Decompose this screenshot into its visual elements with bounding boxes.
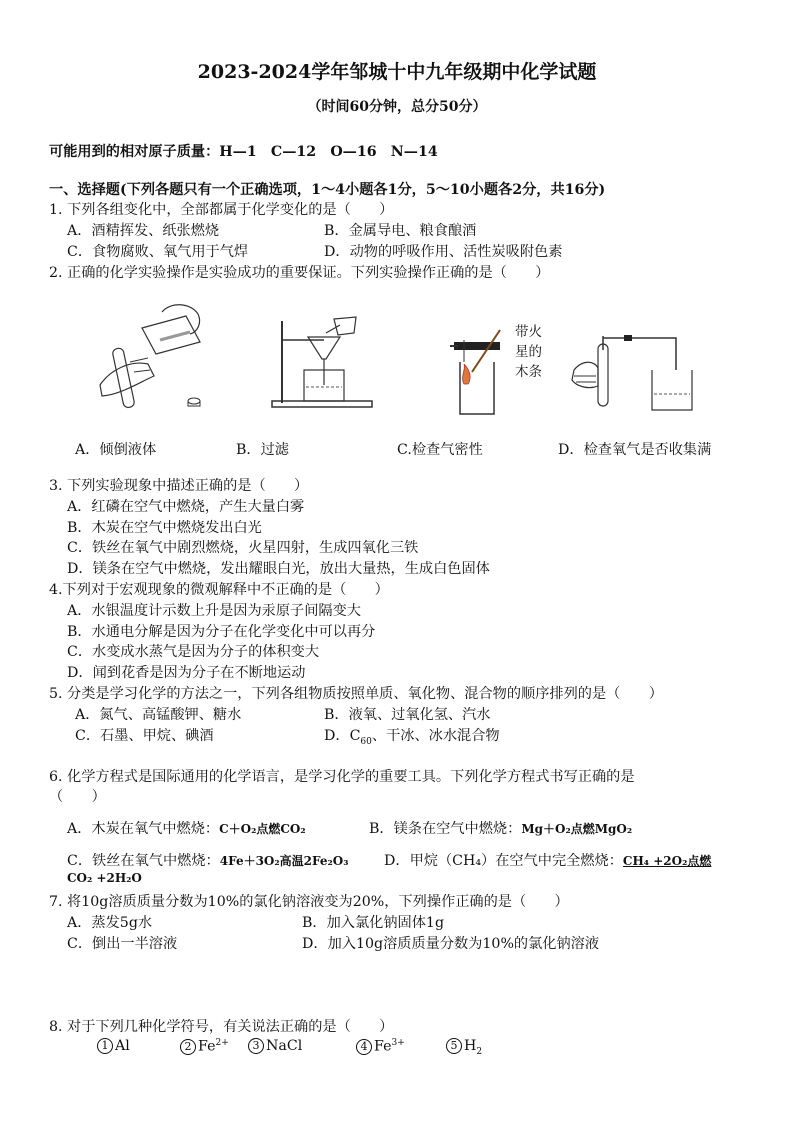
section-heading: 一、选择题(下列各题只有一个正确选项，1～4小题各1分，5～10小题各2分，共16分) — [49, 182, 606, 198]
q2-option-a: A．倾倒液体 — [75, 442, 157, 458]
q6-option-d-continued: CO₂ +2H₂O — [67, 871, 142, 885]
q3-option-b: B．木炭在空气中燃烧发出白光 — [67, 520, 262, 536]
q6-stem: 6. 化学方程式是国际通用的化学语言，是学习化学的重要工具。下列化学方程式书写正确的是 — [49, 769, 635, 785]
filtration-figure — [268, 315, 378, 410]
q1-option-b: B．金属导电、粮食酿酒 — [324, 223, 477, 239]
q7-option-a: A．蒸发5g水 — [67, 915, 153, 931]
q8-symbol-4: 4 $Fe^{3+}$ — [356, 1038, 405, 1055]
q7-stem: 7. 将10g溶质质量分数为10%的氯化钠溶液变为20%，下列操作正确的是（ ） — [49, 894, 569, 910]
q6-option-c: C．铁丝在氧气中燃烧：4Fe＋3O₂高温2Fe₂O₃ — [67, 853, 349, 869]
q1-option-a: A．酒精挥发、纸张燃烧 — [67, 223, 220, 239]
q1-stem: 1. 下列各组变化中，全部都属于化学变化的是（ ） — [49, 202, 394, 218]
q1-option-d: D．动物的呼吸作用、活性炭吸附色素 — [324, 244, 563, 260]
q6-option-b: B．镁条在空气中燃烧：Mg＋O₂点燃MgO₂ — [369, 821, 633, 837]
q8-symbol-2: 2 $Fe^{2+}$ — [180, 1038, 229, 1055]
q3-option-d: D．镁条在空气中燃烧，发出耀眼白光，放出大量热，生成白色固体 — [67, 561, 490, 577]
q8-symbol-5: 5 $H_2$ — [446, 1038, 482, 1057]
pour-liquid-figure — [90, 300, 220, 420]
q2-stem: 2. 正确的化学实验操作是实验成功的重要保证。下列实验操作正确的是（ ） — [49, 265, 550, 281]
q5-option-c: C．石墨、甲烷、碘酒 — [75, 728, 214, 744]
q5-option-a: A．氮气、高锰酸钾、糖水 — [75, 707, 242, 723]
q8-symbol-3: 3 NaCl — [248, 1038, 302, 1054]
q4-option-d: D．闻到花香是因为分子在不断地运动 — [67, 665, 306, 681]
q4-option-b: B．水通电分解是因为分子在化学变化中可以再分 — [67, 624, 376, 640]
q8-symbol-1: 1 Al — [97, 1038, 130, 1054]
q5-option-b: B．液氧、过氧化氢、汽水 — [324, 707, 491, 723]
q5-stem: 5. 分类是学习化学的方法之一，下列各组物质按照单质、氧化物、混合物的顺序排列的是（ ） — [49, 686, 663, 702]
q6-option-d: D．甲烷（CH₄）在空气中完全燃烧：CH₄ +2O₂点燃 — [384, 853, 712, 869]
q2-option-d: D．检查氧气是否收集满 — [558, 442, 712, 458]
q1-option-c: C．食物腐败、氧气用于气焊 — [67, 244, 249, 260]
wooden-splint-label: 带火 星的 木条 — [515, 324, 542, 380]
q3-option-c: C．铁丝在氧气中剧烈燃烧，火星四射，生成四氧化三铁 — [67, 540, 419, 556]
q2-option-b: B．过滤 — [236, 442, 289, 458]
q4-stem: 4.下列对于宏观现象的微观解释中不正确的是（ ） — [49, 582, 389, 598]
page-title: 2023-2024学年邹城十中九年级期中化学试题 — [197, 61, 597, 83]
q4-option-c: C．水变成水蒸气是因为分子的体积变大 — [67, 644, 320, 660]
q7-option-b: B．加入氯化钠固体1g — [302, 915, 445, 931]
q7-option-c: C．倒出一半溶液 — [67, 936, 178, 952]
q8-stem: 8. 对于下列几种化学符号，有关说法正确的是（ ） — [49, 1019, 394, 1035]
q3-stem: 3. 下列实验现象中描述正确的是（ ） — [49, 478, 309, 494]
q3-option-a: A．红磷在空气中燃烧，产生大量白雾 — [67, 499, 305, 515]
q2-option-c: C.检查气密性 — [397, 442, 483, 458]
q6-option-a: A．木炭在氧气中燃烧：C＋O₂点燃CO₂ — [67, 821, 306, 837]
q7-option-d: D．加入10g溶质质量分数为10%的氯化钠溶液 — [302, 936, 600, 952]
q5-option-d: D．$C_{60}$、干冰、冰水混合物 — [324, 728, 500, 747]
page-subtitle: （时间60分钟，总分50分） — [307, 99, 487, 115]
atomic-mass-note: 可能用到的相对原子质量：H—1 C—12 O—16 N—14 — [49, 144, 438, 160]
q4-option-a: A．水银温度计示数上升是因为汞原子间隔变大 — [67, 603, 361, 619]
oxygen-test-figure — [568, 330, 698, 420]
q6-paren: （ ） — [49, 789, 106, 805]
